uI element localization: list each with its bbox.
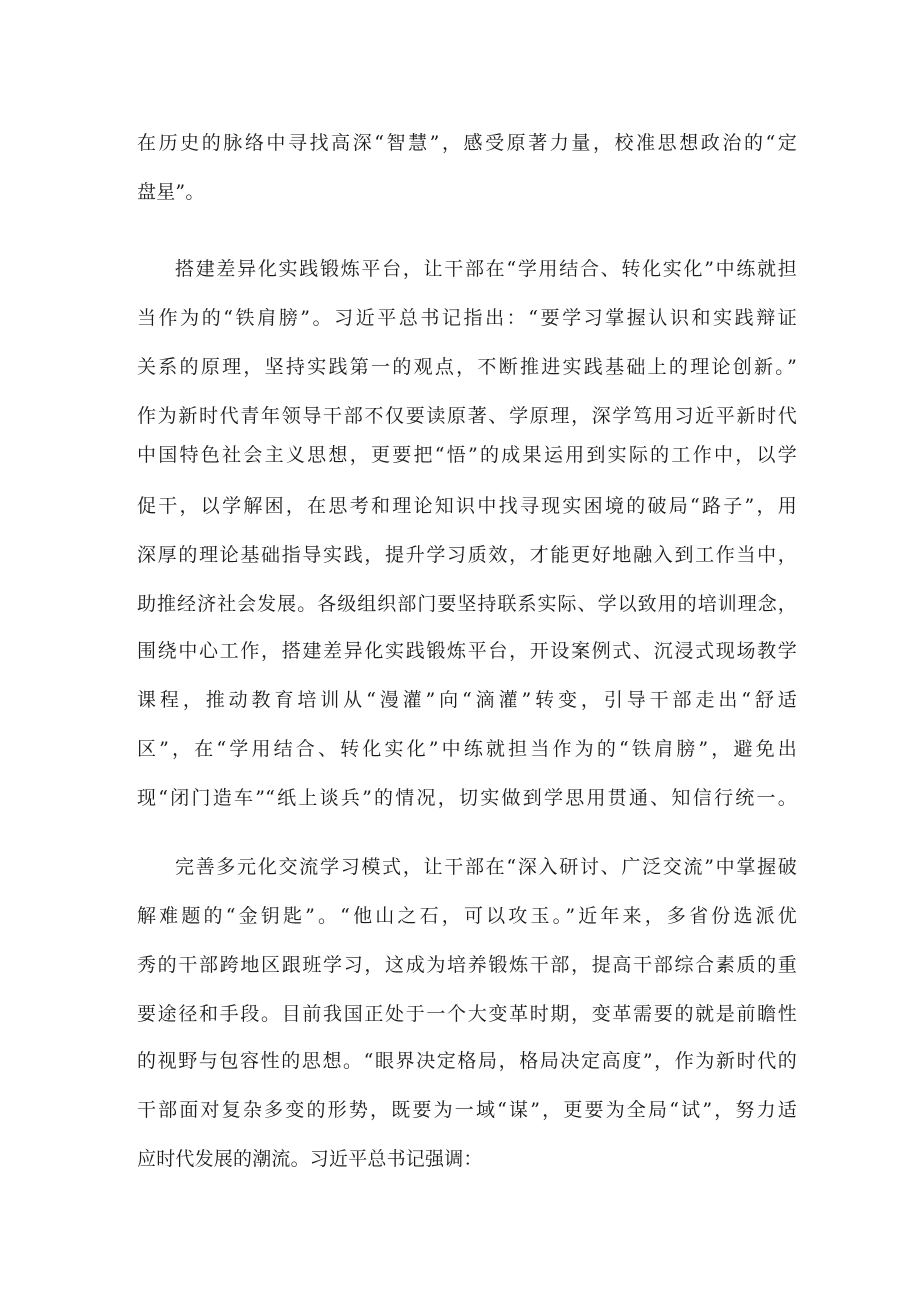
paragraph-3-line-1: 完善多元化交流学习模式，让干部在“深入研讨、广泛交流”中掌握破 [175,856,797,878]
paragraph-3-line-3: 秀的干部跨地区跟班学习，这成为培养锻炼干部，提高干部综合素质的重 [137,954,797,976]
paragraph-2-line-5: 中国特色社会主义思想，更要把“悟”的成果运用到实际的工作中，以学 [137,444,797,466]
paragraph-3-line-2: 解难题的“金钥匙”。“他山之石，可以攻玉。”近年来，多省份选派优 [137,905,797,927]
paragraph-3-line-7: 应时代发展的潮流。习近平总书记强调： [137,1148,483,1170]
paragraph-2-line-3: 关系的原理，坚持实践第一的观点，不断推进实践基础上的理论创新。” [137,356,797,378]
paragraph-2-line-1: 搭建差异化实践锻炼平台，让干部在“学用结合、转化实化”中练就担 [175,258,797,280]
paragraph-1-line-1: 在历史的脉络中寻找高深“智慧”，感受原著力量，校准思想政治的“定 [137,132,797,154]
paragraph-2-line-6: 促干，以学解困，在思考和理论知识中找寻现实困境的破局“路子”，用 [137,495,797,517]
paragraph-2-line-2: 当作为的“铁肩膀”。习近平总书记指出：“要学习掌握认识和实践辩证 [137,307,797,329]
paragraph-1-line-2: 盘星”。 [137,181,205,203]
paragraph-2-line-4: 作为新时代青年领导干部不仅要读原著、学原理，深学笃用习近平新时代 [137,405,797,427]
paragraph-2-line-8: 助推经济社会发展。各级组织部门要坚持联系实际、学以致用的培训理念， [137,593,797,615]
paragraph-2-line-10: 课程，推动教育培训从“漫灌”向“滴灌”转变，引导干部走出“舒适 [137,689,797,711]
paragraph-3-line-5: 的视野与包容性的思想。“眼界决定格局，格局决定高度”，作为新时代的 [137,1050,797,1072]
paragraph-2-line-9: 围绕中心工作，搭建差异化实践锻炼平台，开设案例式、沉浸式现场教学 [137,640,797,662]
paragraph-3-line-6: 干部面对复杂多变的形势，既要为一域“谋”，更要为全局“试”，努力适 [137,1099,797,1121]
paragraph-3-line-4: 要途径和手段。目前我国正处于一个大变革时期，变革需要的就是前瞻性 [137,1003,797,1025]
paragraph-2-line-7: 深厚的理论基础指导实践，提升学习质效，才能更好地融入到工作当中， [137,544,797,566]
paragraph-2-line-12: 现“闭门造车”“纸上谈兵”的情况，切实做到学思用贯通、知信行统一。 [137,787,797,809]
paragraph-2-line-11: 区”，在“学用结合、转化实化”中练就担当作为的“铁肩膀”，避免出 [137,738,797,760]
